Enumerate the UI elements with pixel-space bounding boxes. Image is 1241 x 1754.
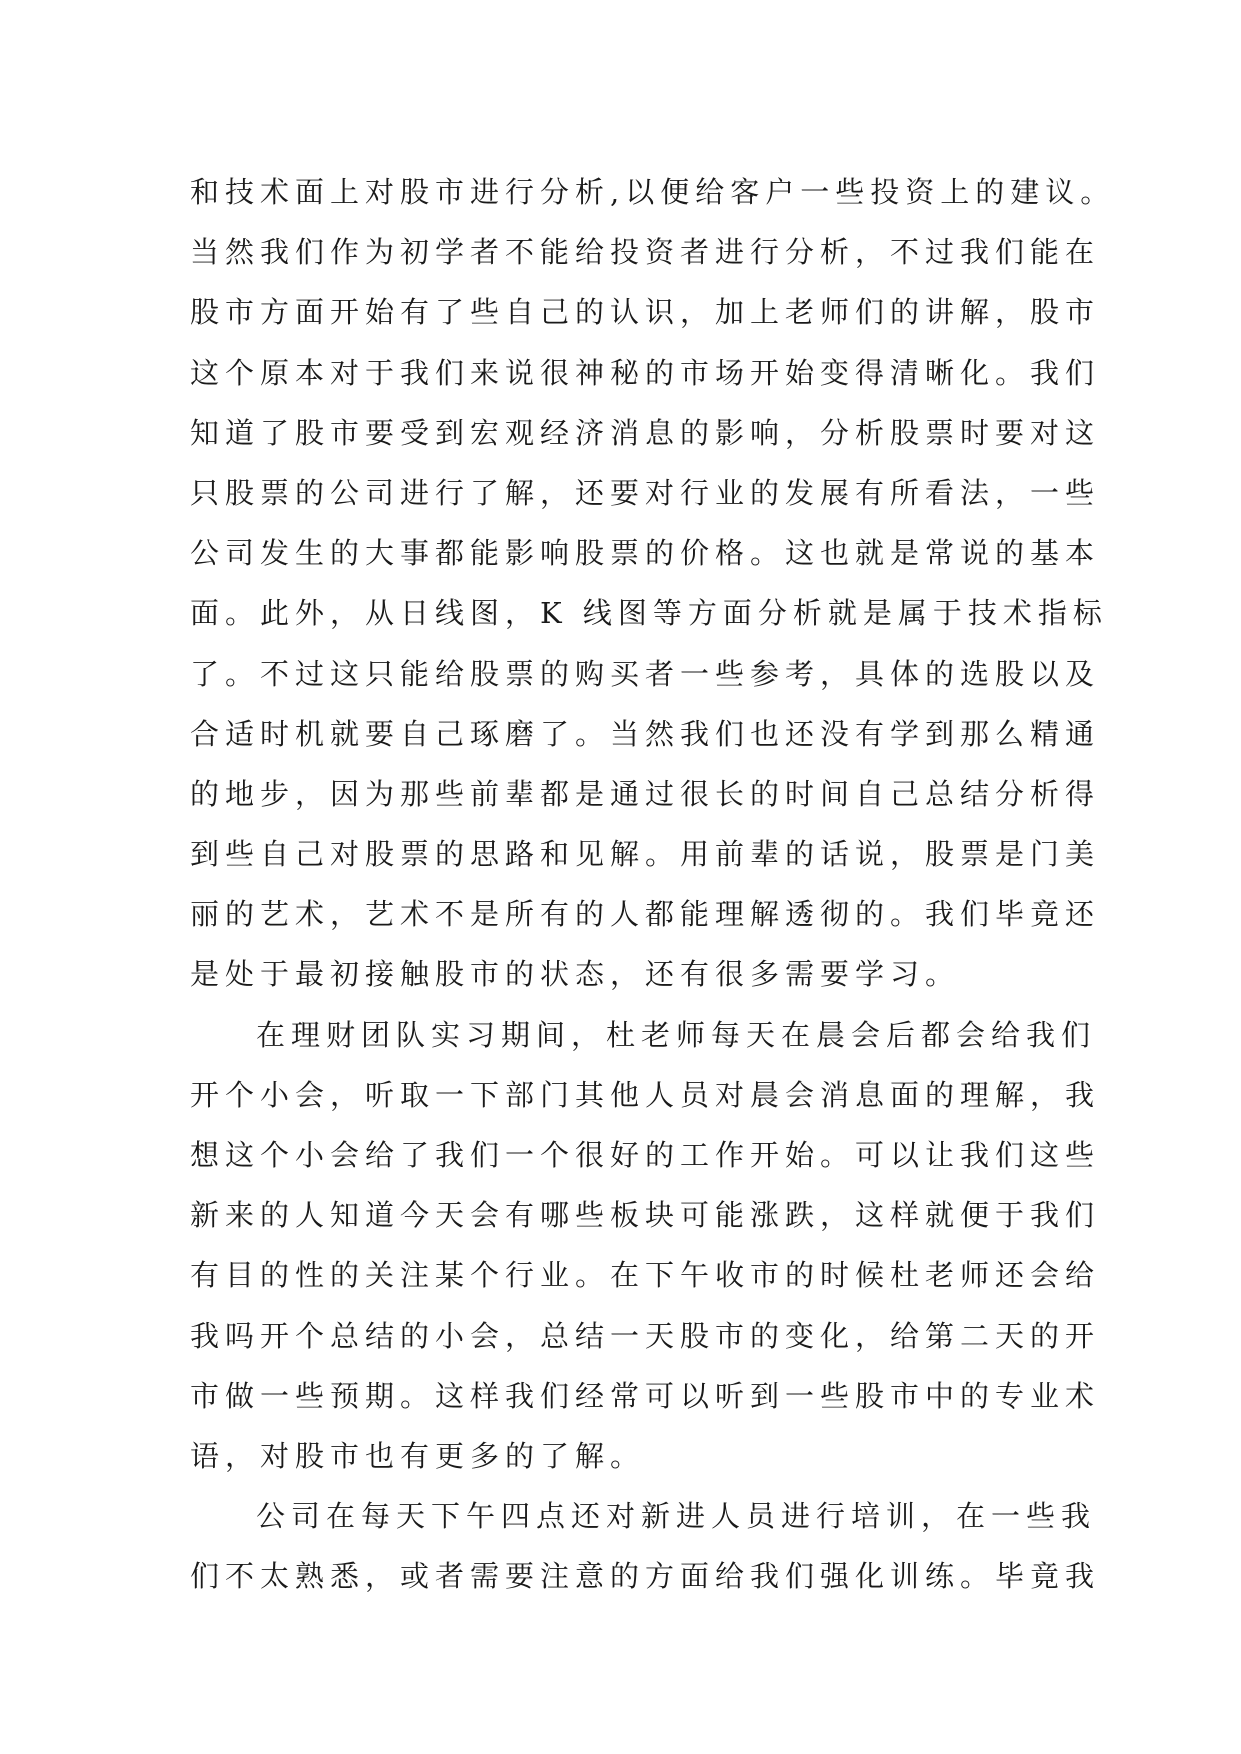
text-line: 公司发生的大事都能影响股票的价格。这也就是常说的基本 [190, 536, 1101, 571]
text-line: 市做一些预期。这样我们经常可以听到一些股市中的专业术 [190, 1378, 1101, 1413]
paragraph-first-line: 公司在每天下午四点还对新进人员进行培训，在一些我 [256, 1499, 1097, 1534]
text-line: 合适时机就要自己琢磨了。当然我们也还没有学到那么精通 [190, 716, 1101, 751]
text-line: 是处于最初接触股市的状态，还有很多需要学习。 [190, 957, 961, 992]
text-line: 股市方面开始有了些自己的认识，加上老师们的讲解，股市 [190, 295, 1101, 330]
text-line: 到些自己对股票的思路和见解。用前辈的话说，股票是门美 [190, 837, 1101, 872]
text-line: 语，对股市也有更多的了解。 [190, 1438, 646, 1473]
text-line: 面。此外，从日线图，K 线图等方面分析就是属于技术指标 [190, 596, 1108, 631]
text-line: 新来的人知道今天会有哪些板块可能涨跌，这样就便于我们 [190, 1198, 1101, 1233]
text-line: 丽的艺术，艺术不是所有的人都能理解透彻的。我们毕竟还 [190, 897, 1101, 932]
text-line: 想这个小会给了我们一个很好的工作开始。可以让我们这些 [190, 1138, 1101, 1172]
text-line: 们不太熟悉，或者需要注意的方面给我们强化训练。毕竟我 [190, 1559, 1101, 1594]
text-line: 这个原本对于我们来说很神秘的市场开始变得清晰化。我们 [190, 355, 1101, 390]
text-line: 了。不过这只能给股票的购买者一些参考，具体的选股以及 [190, 656, 1101, 691]
text-line: 我吗开个总结的小会，总结一天股市的变化，给第二天的开 [190, 1318, 1101, 1353]
text-line: 当然我们作为初学者不能给投资者进行分析，不过我们能在 [190, 235, 1101, 270]
text-line: 开个小会，听取一下部门其他人员对晨会消息面的理解，我 [190, 1077, 1101, 1112]
text-line: 知道了股市要受到宏观经济消息的影响，分析股票时要对这 [190, 415, 1101, 450]
text-line: 的地步，因为那些前辈都是通过很长的时间自己总结分析得 [190, 776, 1101, 811]
document-body [190, 162, 1116, 1607]
text-line: 只股票的公司进行了解，还要对行业的发展有所看法，一些 [190, 475, 1101, 510]
text-line: 和技术面上对股市进行分析,以便给客户一些投资上的建议。 [190, 175, 1116, 209]
paragraph-first-line: 在理财团队实习期间，杜老师每天在晨会后都会给我们 [256, 1017, 1097, 1052]
text-line: 有目的性的关注某个行业。在下午收市的时候杜老师还会给 [190, 1258, 1101, 1293]
